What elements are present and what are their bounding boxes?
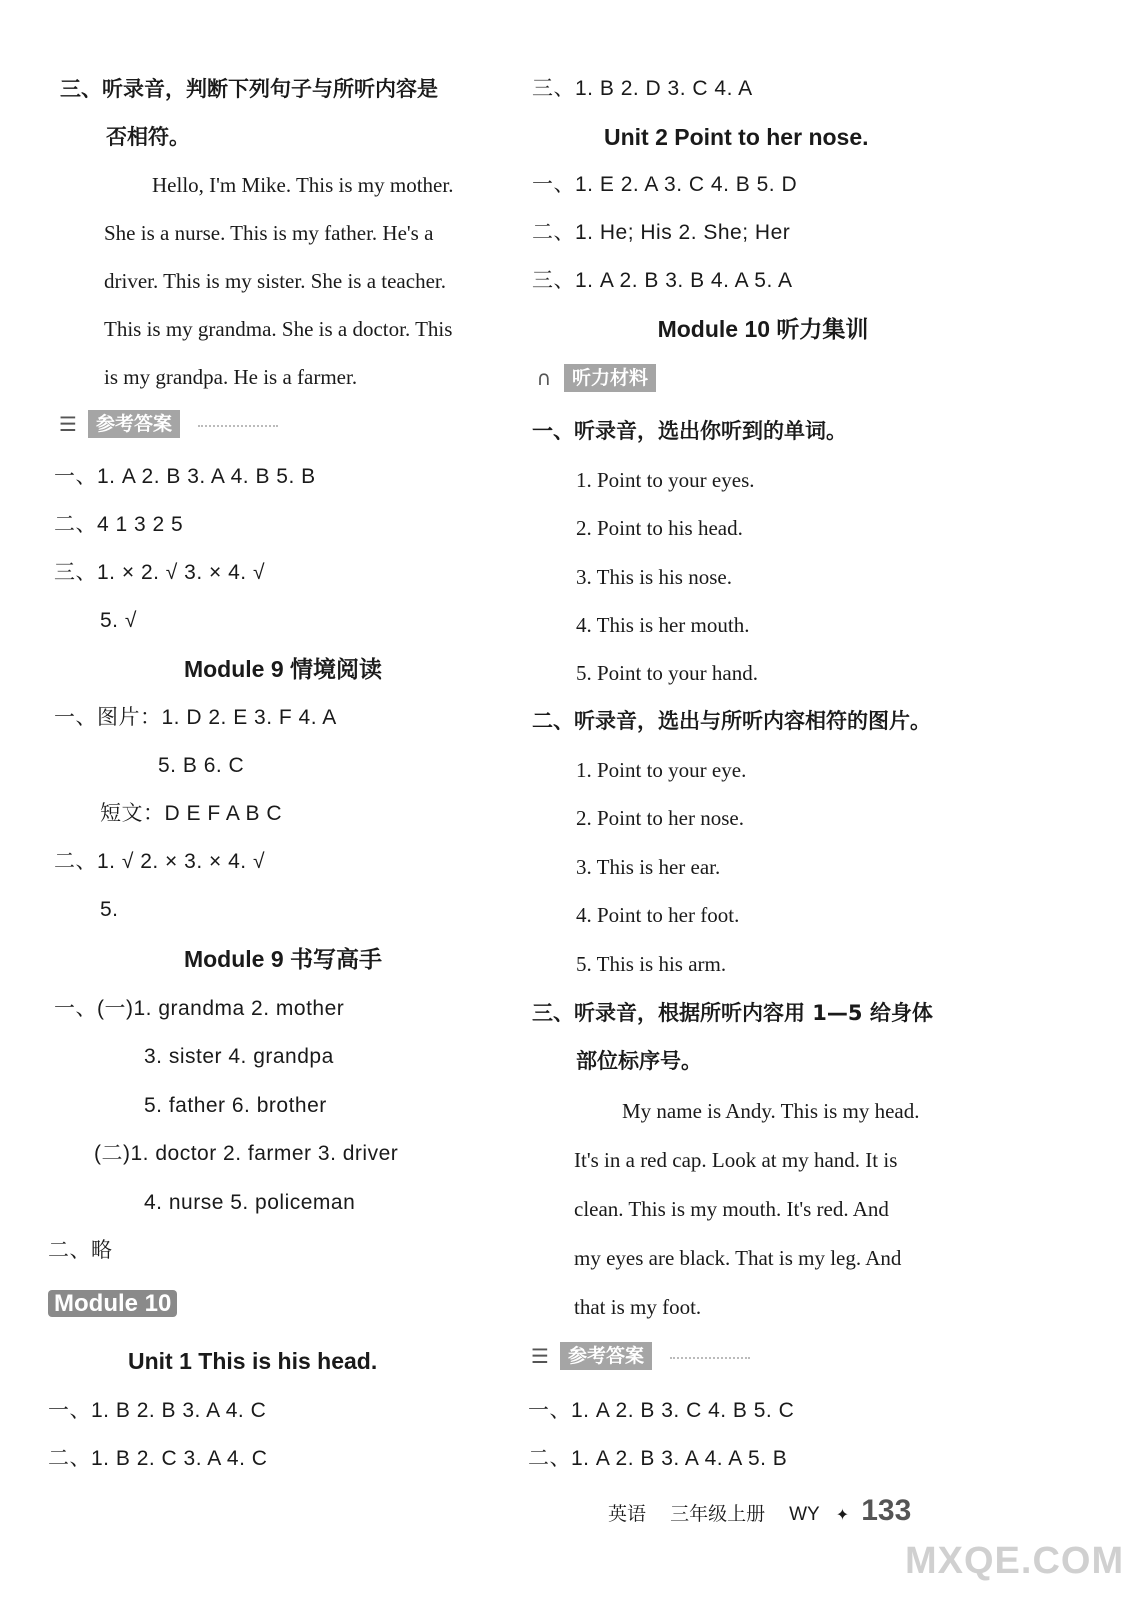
listening-item: 2. Point to his head.	[576, 516, 743, 540]
answer-line: 3. sister 4. grandpa	[144, 1045, 334, 1068]
answer-line: 三、1. A 2. B 3. B 4. A 5. A	[532, 269, 793, 292]
passage-line: It's in a red cap. Look at my hand. It is	[574, 1148, 898, 1172]
watermark: MXQE.COM	[905, 1540, 1124, 1582]
answer-line: 5.	[100, 898, 119, 921]
list-icon: ☰	[531, 1344, 549, 1368]
question-heading: 一、听录音，选出你听到的单词。	[532, 419, 847, 443]
question-heading-cont: 否相符。	[106, 125, 190, 149]
answer-line: 一、1. E 2. A 3. C 4. B 5. D	[532, 173, 798, 196]
footer-edition: WY	[789, 1504, 820, 1525]
answer-line: 二、4 1 3 2 5	[54, 513, 184, 536]
passage-line: is my grandpa. He is a farmer.	[104, 365, 358, 389]
dotted-divider	[670, 1357, 750, 1359]
section-title: Unit 2 Point to her nose.	[604, 124, 869, 150]
passage-line: This is my grandma. She is a doctor. This	[104, 317, 453, 341]
listening-item: 5. This is his arm.	[576, 952, 727, 976]
question-heading: 二、听录音，选出与所听内容相符的图片。	[532, 709, 931, 733]
dotted-divider	[198, 425, 278, 427]
answer-line: 二、1. B 2. C 3. A 4. C	[48, 1447, 268, 1470]
answer-line: 5. √	[100, 609, 137, 632]
answer-line: (二)1. doctor 2. farmer 3. driver	[94, 1142, 399, 1165]
answer-key-badge	[56, 410, 278, 438]
page-number: 133	[861, 1494, 912, 1527]
headphones-icon: ∩	[536, 366, 552, 390]
listening-item: 2. Point to her nose.	[576, 806, 744, 830]
answer-line: 5. father 6. brother	[144, 1094, 327, 1117]
footer-grade: 三年级上册	[670, 1503, 766, 1525]
listening-item: 1. Point to your eye.	[576, 758, 747, 782]
diamond-icon: ✦	[835, 1505, 850, 1524]
list-icon: ☰	[59, 412, 77, 436]
answer-line: 二、1. He; His 2. She; Her	[532, 221, 791, 244]
section-title: Module 9 书写高手	[183, 946, 383, 972]
answer-line: 5. B 6. C	[158, 754, 245, 777]
passage-line: Hello, I'm Mike. This is my mother.	[152, 173, 454, 197]
listening-item: 3. This is his nose.	[576, 565, 732, 589]
badge-label: 参考答案	[88, 410, 180, 438]
passage-line: driver. This is my sister. She is a teacher.	[104, 269, 446, 293]
section-title: Module 9 情境阅读	[183, 656, 383, 682]
badge-label: 参考答案	[560, 1342, 652, 1370]
answer-line: 三、1. B 2. D 3. C 4. A	[532, 77, 753, 100]
module-header	[48, 1288, 177, 1320]
answer-line: 二、1. A 2. B 3. A 4. A 5. B	[528, 1447, 788, 1470]
module-label: Module 10	[48, 1290, 177, 1317]
answer-line: 一、1. B 2. B 3. A 4. C	[48, 1399, 267, 1422]
passage-line: clean. This is my mouth. It's red. And	[574, 1197, 889, 1221]
listening-item: 4. Point to her foot.	[576, 903, 740, 927]
answer-key-badge	[528, 1342, 750, 1370]
question-heading: 三、听录音，根据所听内容用 1—5 给身体	[532, 1001, 933, 1025]
answer-line: 短文：D E F A B C	[100, 802, 283, 825]
listening-material-badge	[532, 364, 656, 392]
listening-item: 3. This is her ear.	[576, 855, 721, 879]
section-title: Module 10 听力集训	[657, 316, 869, 342]
question-heading: 三、听录音，判断下列句子与所听内容是	[60, 77, 438, 101]
passage-line: that is my foot.	[574, 1295, 702, 1319]
listening-item: 5. Point to your hand.	[576, 661, 758, 685]
passage-line: my eyes are black. That is my leg. And	[574, 1246, 902, 1270]
answer-line: 一、图片：1. D 2. E 3. F 4. A	[54, 706, 337, 729]
answer-line: 一、1. A 2. B 3. A 4. B 5. B	[54, 465, 316, 488]
answer-line: 一、(一)1. grandma 2. mother	[54, 997, 345, 1020]
passage-line: She is a nurse. This is my father. He's a	[104, 221, 434, 245]
answer-line: 三、1. × 2. √ 3. × 4. √	[54, 561, 265, 584]
answer-line: 4. nurse 5. policeman	[144, 1191, 356, 1214]
listening-item: 4. This is her mouth.	[576, 613, 750, 637]
passage-line: My name is Andy. This is my head.	[622, 1099, 920, 1123]
badge-label: 听力材料	[564, 364, 656, 392]
answer-line: 二、1. √ 2. × 3. × 4. √	[54, 850, 265, 873]
answer-line: 一、1. A 2. B 3. C 4. B 5. C	[528, 1399, 795, 1422]
answer-line: 二、略	[48, 1239, 113, 1262]
page-footer	[608, 1494, 911, 1528]
question-heading-cont: 部位标序号。	[576, 1049, 702, 1073]
section-title: Unit 1 This is his head.	[128, 1348, 378, 1374]
listening-item: 1. Point to your eyes.	[576, 468, 755, 492]
footer-subject: 英语	[608, 1503, 647, 1525]
